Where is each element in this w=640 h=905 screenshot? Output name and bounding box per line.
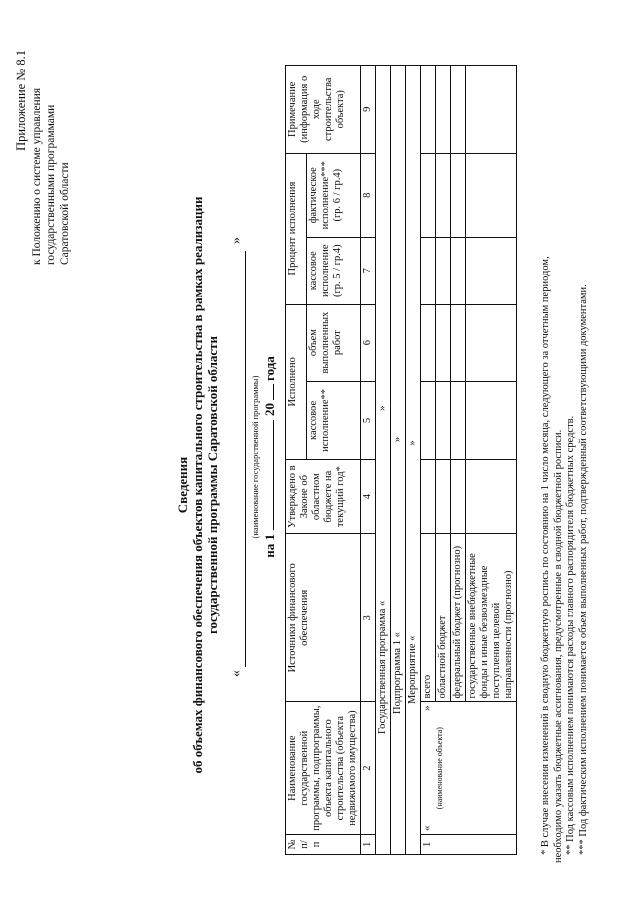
col-num-3: 3: [361, 534, 376, 702]
source-total: всего: [421, 534, 436, 702]
subprogram-row-cell: [391, 66, 406, 855]
subprogram-row: [391, 66, 406, 855]
col-num-4: 4: [361, 460, 376, 534]
document-heading: [175, 125, 220, 845]
col-num-1: 1: [361, 834, 376, 854]
year-blank: [262, 384, 274, 400]
col-num-7: 7: [361, 237, 376, 304]
header-volume: объем выполненных работ: [306, 304, 360, 381]
event-row-close: »: [407, 440, 418, 446]
col-num-5: 5: [361, 381, 376, 459]
annex-text: к Положению о системе управления государственными программами Саратовской области: [31, 87, 71, 265]
date-line: [262, 277, 278, 637]
heading-line2: об объемах финансового обеспечения объектов капитального строительства в рамках реализации: [190, 196, 205, 774]
footnotes: [540, 43, 590, 863]
header-cash: кассовое исполнение**: [306, 381, 360, 459]
object-open-quote: «: [422, 825, 433, 831]
col-num-2: 2: [361, 702, 376, 834]
program-name-hint: (наименование государственной программы): [250, 375, 260, 539]
col-num-6: 6: [361, 304, 376, 381]
header-percent: Процент исполнения: [286, 153, 307, 304]
object-num: 1: [421, 834, 517, 854]
event-row: [406, 66, 421, 855]
column-number-row: [361, 66, 376, 855]
date-blank: [262, 420, 274, 530]
date-century: 20: [262, 403, 277, 417]
footnote-3: *** Под фактическим исполнением понимается объем выполненных работ, подтвержденный соответствующими документами.: [577, 284, 589, 855]
program-row-close: »: [377, 405, 388, 411]
event-row-label: Мероприятие «: [407, 635, 418, 704]
program-close-quote: »: [229, 237, 244, 244]
header-approved: Утверждено в Законе об областном бюджете на текущий год*: [286, 460, 361, 534]
source-regional: областной бюджет: [436, 534, 451, 702]
object-name-line: [422, 705, 434, 830]
program-row: [376, 66, 391, 855]
program-name-blank: [245, 251, 246, 667]
annex-title: Приложение № 8.1: [14, 50, 28, 151]
annex-block: [14, 50, 72, 265]
object-row-total: [421, 66, 436, 855]
col-num-8: 8: [361, 153, 376, 237]
header-num: № п/п: [286, 834, 361, 854]
header-sources: Источники финансового обеспечения: [286, 534, 361, 702]
header-executed: Исполнено: [286, 304, 307, 460]
header-row-1: [286, 66, 307, 855]
header-cash-pct: кассовое исполнение (гр. 5 / гр.4): [306, 237, 360, 304]
subprogram-row-close: »: [392, 436, 403, 443]
footnote-1b: необходимо указать бюджетные ассигнования, предусмотренные в сводной бюджетной росписи.: [552, 429, 564, 863]
header-name: Наименование государственной программы, подпрограммы, объекта капитального строительства (объекта недвижимого имущества): [286, 702, 361, 834]
financing-table: [285, 65, 517, 855]
object-name-cell: [421, 702, 517, 834]
source-federal: федеральный бюджет (прогнозно): [451, 534, 466, 702]
event-row-cell: [406, 66, 421, 855]
heading-line3: государственной программы Саратовской области: [205, 335, 220, 635]
date-prefix: на 1: [262, 534, 277, 558]
program-open-quote: «: [229, 670, 244, 677]
subprogram-row-label: Подпрограмма 1 «: [392, 632, 403, 714]
heading-line1: Сведения: [175, 456, 190, 514]
date-suffix: года: [262, 356, 277, 382]
source-offbudget: государственные внебюджетные фонды и иные безвозмездные поступления целевой направленности (прогнозно): [466, 534, 517, 702]
header-note: Примечание (информация о ходе строительства объекта): [286, 66, 361, 154]
object-close-quote: »: [422, 705, 433, 711]
program-row-cell: [376, 66, 391, 855]
footnote-2: ** Под кассовым исполнением понимаются расходы главного распорядителя бюджетных средств.: [565, 415, 576, 855]
object-name-hint: (наименование объекта): [435, 727, 444, 810]
footnote-1a: * В случае внесения изменений в сводную бюджетную роспись по состоянию на 1 число месяца, следующего за отчетным периодом,: [540, 256, 551, 855]
col-num-9: 9: [361, 66, 376, 154]
program-row-label: Государственная программа «: [377, 600, 388, 734]
header-actual-pct: фактическое исполнение*** (гр. 6 / гр.4): [306, 153, 360, 237]
